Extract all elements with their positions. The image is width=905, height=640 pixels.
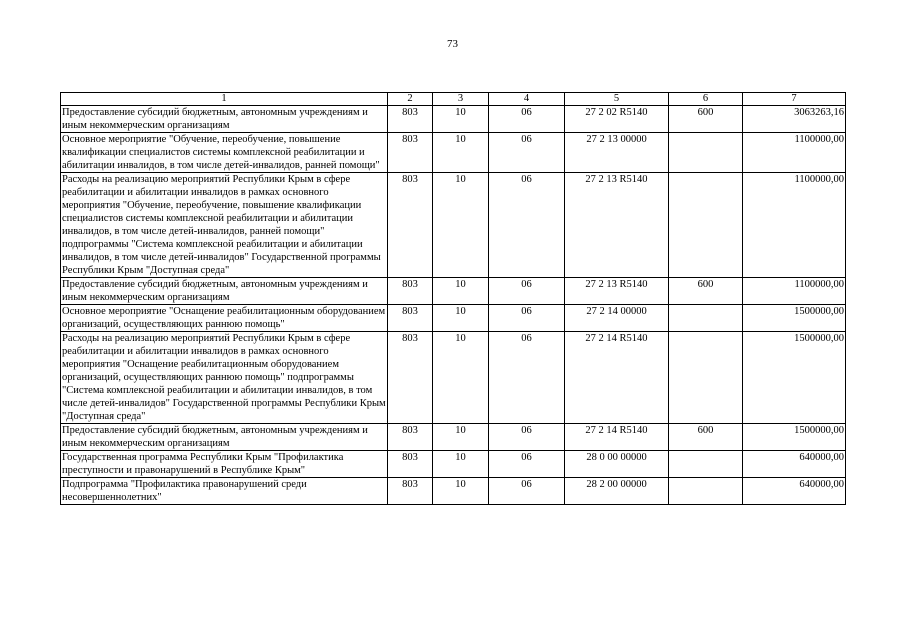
page-number: 73 [447,38,458,50]
table-row [61,173,846,278]
table-row [61,133,846,173]
target-article-cell: 27 2 13 R5140 [565,173,669,278]
column-header-6: 6 [669,93,743,106]
item-name-cell: Расходы на реализацию мероприятий Республики Крым в сфере реабилитации и абилитации инвалидов в рамках основного мероприятия "Оснащение реабилитационным оборудованием организаций, осуществляющих раннюю помощь" подпрограммы "Система комплексной реабилитации и абилитации инвалидов, в том числе детей-инвалидов" Государственной программы Республики Крым "Доступная среда" [62,333,386,422]
grbs-cell: 803 [388,278,433,305]
subsection-cell: 06 [489,278,565,305]
table-row [61,278,846,305]
target-article-cell: 27 2 14 00000 [565,305,669,332]
grbs-cell: 803 [388,173,433,278]
amount-cell: 3063263,16 [743,106,846,133]
amount-cell: 1500000,00 [743,305,846,332]
subsection-cell: 06 [489,424,565,451]
item-name-cell: Подпрограмма "Профилактика правонарушений среди несовершеннолетних" [61,478,388,505]
target-article-cell: 28 0 00 00000 [565,451,669,478]
grbs-cell: 803 [388,478,433,505]
expense-type-cell [669,332,743,424]
target-article-cell: 27 2 13 R5140 [565,278,669,305]
section-cell: 10 [433,424,489,451]
target-article-cell: 27 2 13 00000 [565,133,669,173]
target-article-cell: 27 2 02 R5140 [565,106,669,133]
table-row [61,478,846,505]
expense-type-cell: 600 [669,278,743,305]
grbs-cell: 803 [388,106,433,133]
subsection-cell: 06 [489,332,565,424]
section-cell: 10 [433,106,489,133]
expense-type-cell: 600 [669,424,743,451]
section-cell: 10 [433,451,489,478]
table-row [61,424,846,451]
table-row [61,451,846,478]
grbs-cell: 803 [388,424,433,451]
budget-table [60,92,846,505]
section-cell: 10 [433,478,489,505]
item-name-cell: Расходы на реализацию мероприятий Республики Крым в сфере реабилитации и абилитации инвалидов в рамках основного мероприятия "Обучение, переобучение, повышение квалификации специалистов системы комплексной реабилитации и абилитации инвалидов, в том числе детей-инвалидов, ранней помощи" подпрограммы "Система комплексной реабилитации и абилитации инвалидов, в том числе детей-инвалидов" Государственной программы Республики Крым "Доступная среда" [61,173,388,278]
table-row [61,332,846,424]
subsection-cell: 06 [489,133,565,173]
expense-type-cell [669,173,743,278]
column-header-1: 1 [61,93,388,106]
subsection-cell: 06 [489,305,565,332]
grbs-cell: 803 [388,305,433,332]
expense-type-cell [669,478,743,505]
grbs-cell: 803 [388,451,433,478]
expense-type-cell [669,133,743,173]
target-article-cell: 27 2 14 R5140 [565,424,669,451]
item-name-cell: Государственная программа Республики Крым "Профилактика преступности и правонарушений в Республике Крым" [61,451,388,478]
grbs-cell: 803 [388,133,433,173]
subsection-cell: 06 [489,173,565,278]
column-header-4: 4 [489,93,565,106]
table-row [61,305,846,332]
item-name-cell: Предоставление субсидий бюджетным, автономным учреждениям и иным некоммерческим организациям [61,424,388,451]
expense-type-cell [669,305,743,332]
grbs-cell: 803 [388,332,433,424]
column-header-5: 5 [565,93,669,106]
section-cell: 10 [433,332,489,424]
expense-type-cell [669,451,743,478]
column-header-3: 3 [433,93,489,106]
item-name-cell: Основное мероприятие "Оснащение реабилитационным оборудованием организаций, осуществляющих раннюю помощь" [61,305,388,332]
column-header-7: 7 [743,93,846,106]
amount-cell: 1100000,00 [743,173,846,278]
subsection-cell: 06 [489,478,565,505]
item-name-cell: Основное мероприятие "Обучение, переобучение, повышение квалификации специалистов системы комплексной реабилитации и абилитации инвалидов, в том числе детей-инвалидов, ранней помощи" [61,133,388,173]
subsection-cell: 06 [489,451,565,478]
item-name-cell: Предоставление субсидий бюджетным, автономным учреждениям и иным некоммерческим организациям [61,106,388,133]
amount-cell: 640000,00 [743,451,846,478]
subsection-cell: 06 [489,106,565,133]
section-cell: 10 [433,133,489,173]
target-article-cell: 28 2 00 00000 [565,478,669,505]
section-cell: 10 [433,278,489,305]
expense-type-cell: 600 [669,106,743,133]
amount-cell: 1500000,00 [743,424,846,451]
amount-cell: 1100000,00 [743,278,846,305]
amount-cell: 1500000,00 [743,332,846,424]
section-cell: 10 [433,305,489,332]
amount-cell: 1100000,00 [743,133,846,173]
amount-cell: 640000,00 [743,478,846,505]
column-header-2: 2 [388,93,433,106]
target-article-cell: 27 2 14 R5140 [565,332,669,424]
table-row [61,106,846,133]
section-cell: 10 [433,173,489,278]
header-row [61,93,846,106]
item-name-cell: Предоставление субсидий бюджетным, автономным учреждениям и иным некоммерческим организациям [61,278,388,305]
